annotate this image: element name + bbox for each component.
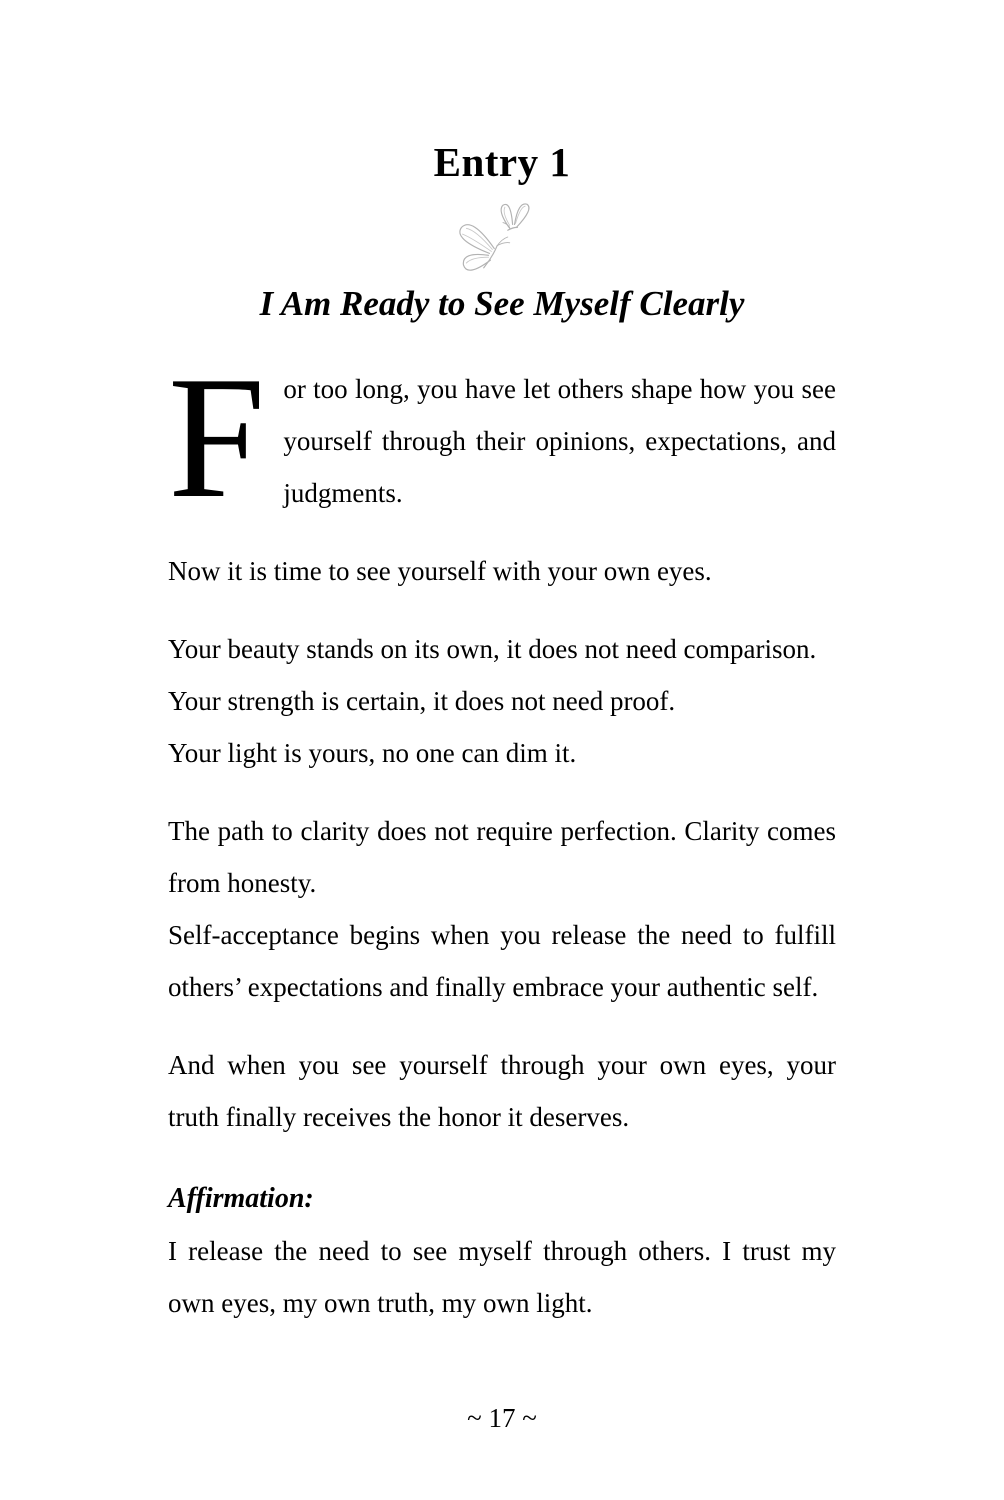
chapter-title: I Am Ready to See Myself Clearly <box>259 284 745 324</box>
triplet-line-3: Your light is yours, no one can dim it. <box>168 738 577 769</box>
body-text <box>168 340 836 1329</box>
drop-cap: F <box>168 340 266 535</box>
page-number: ~ 17 ~ <box>467 1403 537 1433</box>
page-content <box>168 0 836 1329</box>
paragraph-clarity: The path to clarity does not require perfection. Clarity comes from honesty. <box>168 816 836 899</box>
triplet-line-2: Your strength is certain, it does not need proof. <box>168 686 676 717</box>
opening-paragraph-text: or too long, you have let others shape how you see yourself through their opinions, expectations, and judgments. <box>283 374 836 509</box>
entry-title: Entry 1 <box>433 139 571 185</box>
affirmation-label: Affirmation: <box>168 1183 314 1215</box>
paragraph-acceptance: Self-acceptance begins when you release the need to fulfill others’ expectations and finally embrace your authentic self. <box>168 920 836 1003</box>
butterfly-ornament-icon <box>168 195 836 281</box>
opening-paragraph <box>168 340 836 535</box>
paragraph-now: Now it is time to see yourself with your own eyes. <box>168 556 712 587</box>
affirmation-text: I release the need to see myself through others. I trust my own eyes, my own truth, my own light. <box>168 1236 836 1319</box>
triplet-line-1: Your beauty stands on its own, it does not need comparison. <box>168 634 817 665</box>
paragraph-honor: And when you see yourself through your own eyes, your truth finally receives the honor it deserves. <box>168 1050 836 1133</box>
paragraph-triplet <box>168 623 836 779</box>
